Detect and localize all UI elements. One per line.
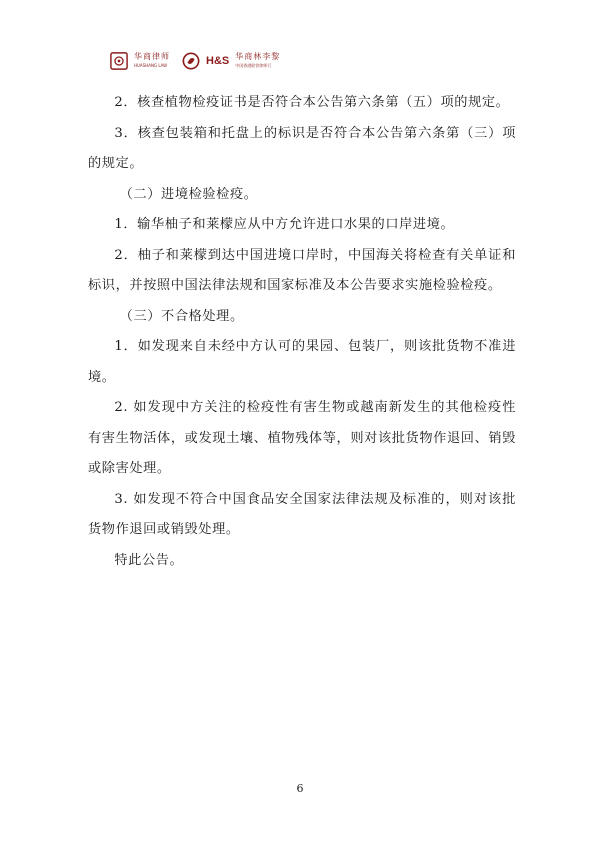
letterhead xyxy=(110,50,280,72)
logo2-sub: 中国香港联营律师行 xyxy=(235,63,272,68)
paragraph: 1．如发现来自未经中方认可的果园、包装厂，则该批货物不准进境。 xyxy=(88,339,516,385)
logo1-sub: HUASHANG LAW xyxy=(134,63,168,68)
section-heading: （二）进境检验检疫。 xyxy=(119,186,258,202)
paragraph: 3. 如发现不符合中国食品安全国家法律法规及标准的，则对该批货物作退回或销毁处理。 xyxy=(88,491,516,537)
logo2-hs: H&S xyxy=(206,55,230,67)
page-number: 6 xyxy=(296,782,304,795)
paragraph: 1．输华柚子和莱檬应从中方允许进口水果的口岸进境。 xyxy=(114,217,455,232)
section-heading: （三）不合格处理。 xyxy=(119,308,244,324)
paragraph: 2．柚子和莱檬到达中国进境口岸时，中国海关将检查有关单证和标识，并按照中国法律法规和国家标准及本公告要求实施检验检疫。 xyxy=(88,247,516,293)
paragraph: 2. 如发现中方关注的检疫性有害生物或越南新发生的其他检疫性有害生物活体，或发现土壤、植物残体等，则对该批货物作退回、销毁或除害处理。 xyxy=(88,400,516,476)
paragraph: 2．核查植物检疫证书是否符合本公告第六条第（五）项的规定。 xyxy=(114,95,510,110)
logo1-text: 华商律师 xyxy=(134,52,170,61)
logo2-text: 华商林李黎 xyxy=(235,52,281,61)
huashang-seal-icon xyxy=(110,52,128,70)
document-body xyxy=(88,88,516,576)
hs-circle-logo-icon xyxy=(182,52,200,70)
paragraph: 3．核查包装箱和托盘上的标识是否符合本公告第六条第（三）项的规定。 xyxy=(88,125,516,171)
closing: 特此公告。 xyxy=(114,552,184,568)
